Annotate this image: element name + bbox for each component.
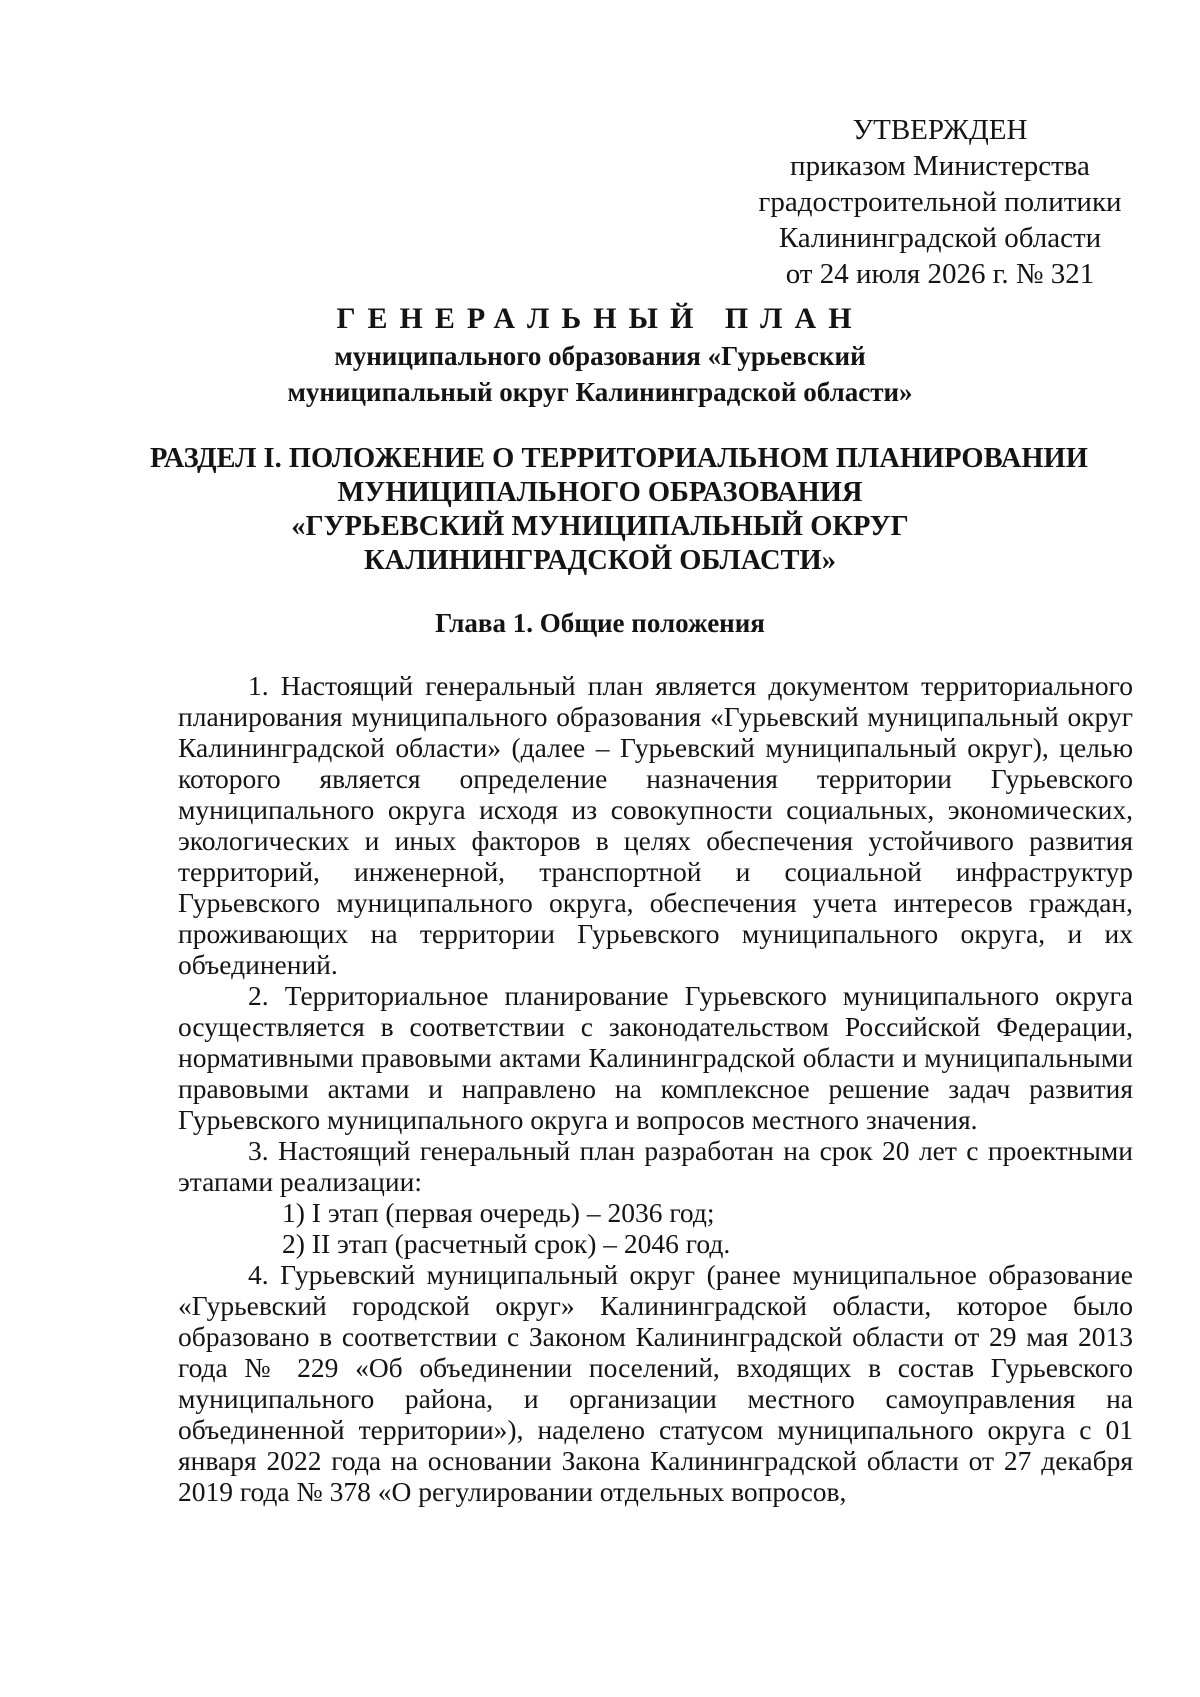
document-title: ГЕНЕРАЛЬНЫЙ ПЛАН [336, 302, 864, 335]
section-title-line: КАЛИНИНГРАДСКОЙ ОБЛАСТИ» [364, 545, 836, 576]
section-title-line: РАЗДЕЛ I. ПОЛОЖЕНИЕ О ТЕРРИТОРИАЛЬНОМ ПЛАНИРОВАНИИ [150, 443, 1088, 474]
document-body [178, 670, 1133, 1507]
paragraph: 3. Настоящий генеральный план разработан на срок 20 лет с проектными этапами реализации: [178, 1135, 1133, 1197]
approval-date: от 24 июля 2026 г. № 321 [785, 258, 1095, 290]
approval-line: градостроительной политики [758, 186, 1122, 218]
approval-line: Калининградской области [778, 222, 1102, 254]
paragraph: 1. Настоящий генеральный план является документом территориального планирования муниципального образования «Гурьевский муниципальный округ Калининградской области» (далее – Гурьевский муниципальный округ), целью которого является определение назначения территории Гурьевского муниципального округа исходя из совокупности социальных, экономических, экологических и иных факторов в целях обеспечения устойчивого развития территорий, инженерной, транспортной и социальной инфраструктур Гурьевского муниципального округа, обеспечения учета интересов граждан, проживающих на территории Гурьевского муниципального округа, и их объединений. [178, 670, 1133, 980]
document-subtitle: муниципальный округ Калининградской области» [287, 377, 913, 407]
stages-list [178, 1197, 1133, 1259]
approval-line: приказом Министерства [790, 150, 1090, 182]
paragraph: 2. Территориальное планирование Гурьевского муниципального округа осуществляется в соответствии с законодательством Российской Федерации, нормативными правовыми актами Калининградской области и муниципальными правовыми актами и направлено на комплексное решение задач развития Гурьевского муниципального округа и вопросов местного значения. [178, 980, 1133, 1135]
paragraph: 4. Гурьевский муниципальный округ (ранее муниципальное образование «Гурьевский городской округ» Калининградской области, которое было образовано в соответствии с Законом Калининградской области от 29 мая 2013 года № 229 «Об объединении поселений, входящих в состав Гурьевского муниципального района, и организации местного самоуправления на объединенной территории»), наделено статусом муниципального округа с 01 января 2022 года на основании Закона Калининградской области от 27 декабря 2019 года № 378 «О регулировании отдельных вопросов, [178, 1259, 1133, 1507]
approval-heading: УТВЕРЖДЕН [852, 114, 1028, 146]
section-title-line: «ГУРЬЕВСКИЙ МУНИЦИПАЛЬНЫЙ ОКРУГ [291, 511, 909, 542]
approval-stamp [730, 112, 1150, 292]
chapter-heading: Глава 1. Общие положения [435, 608, 765, 638]
section-title-line: МУНИЦИПАЛЬНОГО ОБРАЗОВАНИЯ [337, 477, 863, 508]
document-subtitle: муниципального образования «Гурьевский [334, 341, 866, 371]
list-item: 1) I этап (первая очередь) – 2036 год; [282, 1197, 715, 1228]
list-item: 2) II этап (расчетный срок) – 2046 год. [282, 1228, 731, 1259]
section-title [150, 442, 1088, 578]
document-title-block [150, 300, 1050, 410]
